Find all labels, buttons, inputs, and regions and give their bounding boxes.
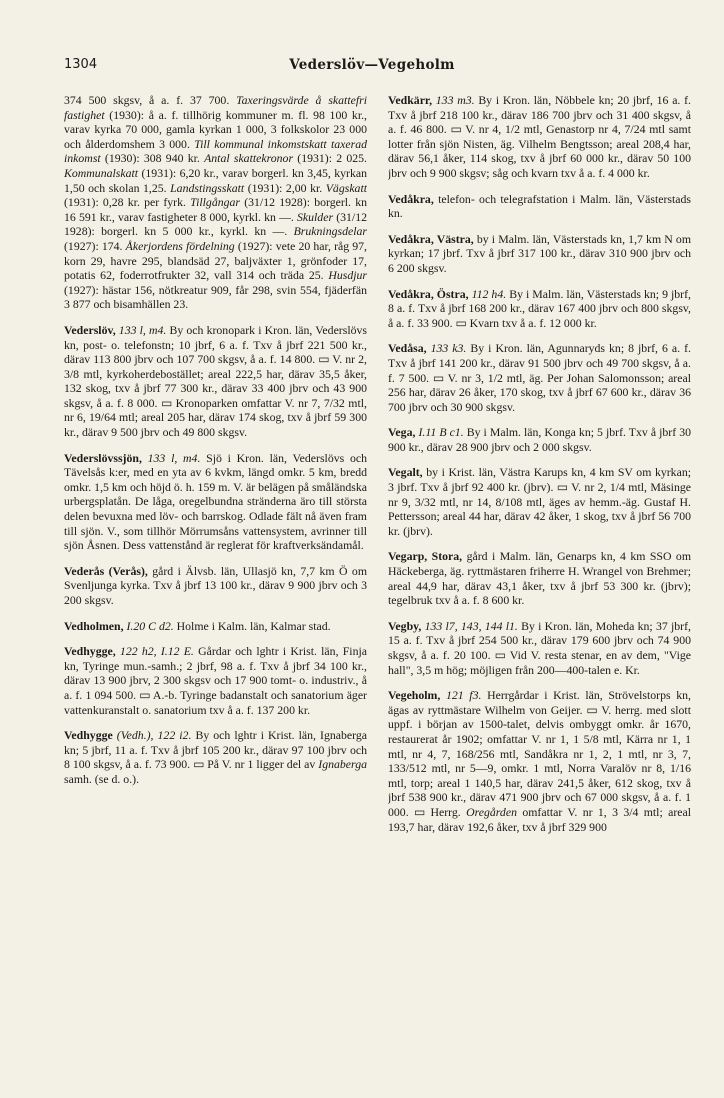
entry-italic-term: Åkerjordens fördelning bbox=[125, 238, 235, 253]
entry-text: by i Krist. län, Västra Karups kn, 4 km SV om kyrkan; 3 jbrf. Txv å jbrf 92 400 kr. (jbrv). ▭ V. nr 2, 1/4 mtl, Mäsinge nr 9, 3/32 mtl, nr 14, 8/108 mtl, äges av hemm.-äg. Gustaf H. Pettersson; areal 44 har, därav 42 åker, 1 skog, txv å jbrf 56 700 kr. (jbrv). bbox=[388, 465, 691, 538]
entry-text: By och kronopark i Kron. län, Vederslövs kn, post- o. telefonstn; 10 jbrf, 6 a. f. Txv å jbrf 221 500 kr., därav 113 800 jbrv och 107 700 skgsv, å a. f. 14 800. ▭ V. nr 2, 3/8 mtl, kyrkoherdebostället; areal 222,5 har, därav 35,5 åker, 132 skog, txv å jbrf 77 300 kr., därav 33 400 jbrv och 43 900 skgsv, å a. f. 8 000. ▭ Kronoparken omfattar V. nr 7, 7/32 mtl, nr 6, 19/64 mtl; areal 205 har, därav 174 skog, txv å jbrf 59 300 kr., därav 9 500 jbrv och 49 800 skgsv. bbox=[64, 322, 367, 440]
entry-text: (31/12 1928): borgerl. kn 16 591 kr., varav fastigheter 8 000, kyrkl. kn —. bbox=[64, 195, 367, 224]
entry-text: (1931): 2,00 kr. bbox=[244, 180, 326, 195]
entry-map-reference: 133 m3. bbox=[432, 93, 475, 107]
entry-map-reference: 133 l, m4. bbox=[141, 450, 201, 465]
entry-italic-term: Skulder bbox=[297, 209, 334, 224]
entry-text: (1931): 2 025. bbox=[293, 151, 367, 166]
entry-headword: Vedholmen, bbox=[64, 618, 124, 633]
entry-text: 374 500 skgsv, å a. f. 37 700. bbox=[64, 93, 237, 107]
entry-text: (1927): hästar 156, nötkreatur 909, får 298, svin 554, fjäderfän 3 877 och bisamhällen 23. bbox=[64, 282, 367, 312]
gazetteer-entry bbox=[64, 451, 367, 553]
gazetteer-entry bbox=[388, 192, 691, 221]
entry-text: (31/12 1928): borgerl. kn 5 000 kr., kyrkl. kn —. bbox=[64, 209, 367, 239]
entry-text: gård i Älvsb. län, Ullasjö kn, 7,7 km Ö om Svenljunga kyrka. Txv å jbrf 13 100 kr., därav 9 900 jbrv och 3 200 skgsv. bbox=[64, 563, 367, 607]
entry-italic-term: Ignaberga bbox=[318, 757, 367, 772]
entry-headword: Vegeholm, bbox=[388, 688, 441, 703]
gazetteer-entry bbox=[64, 644, 367, 717]
entry-text: (1930): å a. f. tillhörig kommuner m. fl. 98 100 kr., varav kyrka 70 000, gamla kyrkan 1 000, 3 folkskolor 23 000 och ålderdomshem 3 000. bbox=[64, 107, 367, 151]
entry-headword: Vedhygge bbox=[64, 728, 113, 743]
entry-italic-term: Kommunalskatt bbox=[64, 165, 139, 180]
entry-text: Sjö i Kron. län, Vederslövs och Tävelsås k:er, med en yta av 6 kvkm, längd omkr. 5 km, bredd omkr. 1,5 km och höjd ö. h. 159 m. V. är belägen på småländska urbergsplatån. De låga, oregelbundna stränderna äro till största delen bevuxna med löv- och barrskog. Odlade fält nå även fram till sjön. V., som tillhör Mörrumsåns vattensystem, avrinner till sjön Åsnen. Dess vattenstånd är reglerat för kraftverksändamål. bbox=[64, 450, 367, 553]
entry-map-reference: (Vedh.), 122 i2. bbox=[112, 728, 192, 743]
entry-map-reference: 122 h2, I.12 E. bbox=[115, 644, 194, 659]
entry-italic-term: Brukningsdelar bbox=[293, 224, 367, 239]
entry-italic-term: Oregården bbox=[466, 804, 517, 819]
entry-text: Herrgårdar i Krist. län, Strövelstorps kn, ägas av ryttmästare Wilhelm von Geijer. ▭ V. herrg. med slott uppf. i början av 1500-talet, delvis ombyggt omkr. år 1670, restaurerat år 1902; omfattar V. nr 1, 1 5/8 mtl, Kärra nr 1, 1 mtl, nr 4, 7, 168/256 mtl, Sandåkra nr 1, 2, 1 mtl, nr 3, 7, 133/512 mtl, nr 5—9, omkr. 1 mtl, Norra Varalöv nr 8, 1/16 mtl, torp; areal 1 140,5 har, därav 241,5 åker, 612 skog, txv å jbrf 538 900 kr., därav 471 900 jbrv och 67 000 skgsv, å a. f. 1 000. ▭ Herrg. bbox=[388, 688, 691, 819]
gazetteer-entry bbox=[64, 93, 367, 312]
gazetteer-entry bbox=[388, 549, 691, 607]
gazetteer-entry bbox=[388, 619, 691, 677]
entry-map-reference: I.11 B c1. bbox=[415, 425, 464, 440]
page-number: 1304 bbox=[64, 57, 98, 72]
entry-italic-term: Taxeringsvärde å skattefri fastighet bbox=[64, 93, 367, 122]
entry-headword: Vederslövssjön, bbox=[64, 450, 142, 465]
left-column bbox=[64, 93, 367, 1083]
entry-text: (1930): 308 940 kr. bbox=[100, 151, 205, 166]
entry-italic-term: Till kommunal inkomstskatt taxerad inkomst bbox=[64, 136, 367, 166]
entry-map-reference: 133 l, m4. bbox=[115, 322, 167, 337]
entry-text: By och lghtr i Krist. län, Ignaberga kn; 5 jbrf, 11 a. f. Txv å jbrf 105 200 kr., därav 97 100 jbrv och 8 100 skgsv, å a. f. 73 900. ▭ På V. nr 1 ligger del av bbox=[64, 728, 367, 772]
gazetteer-entry bbox=[388, 341, 691, 414]
entry-map-reference: 121 f3. bbox=[440, 688, 482, 703]
entry-map-reference: 133 k3. bbox=[426, 341, 467, 356]
gazetteer-entry bbox=[388, 93, 691, 181]
gazetteer-entry bbox=[64, 619, 367, 634]
entry-text: omfattar V. nr 1, 3 3/4 mtl; areal 193,7 har, därav 192,6 åker, txv å jbrf 329 900 bbox=[388, 804, 691, 834]
entry-italic-term: Tillgångar bbox=[190, 195, 240, 210]
entry-headword: Vegby, bbox=[388, 618, 422, 633]
entry-headword: Vedåkra, Östra, bbox=[388, 286, 469, 301]
gazetteer-entry bbox=[388, 688, 691, 834]
entry-headword: Vedåsa, bbox=[388, 341, 427, 356]
entry-text: Gårdar och lghtr i Krist. län, Finja kn, Tyringe mun.-samh.; 2 jbrf, 98 a. f. Txv å jbrf 34 100 kr., därav 13 900 jbrv, 2 300 skgsv och 17 900 tomt- o. industriv., å a. f. 1 094 500. ▭ A.-b. Tyringe badanstalt och sanatorium äger vattenkuranstalt o. sanatorium txv å a. f. 137 200 kr. bbox=[64, 644, 367, 717]
entry-text: By i Kron. län, Moheda kn; 37 jbrf, 15 a. f. Txv å jbrf 254 500 kr., därav 179 600 jbrv och 74 900 skgsv, å a. f. 20 100. ▭ Vid V. resta stenar, en av dem, "Vige hall", 3,5 m hög; möjligen från 200—400-talen e. Kr. bbox=[388, 618, 691, 677]
entry-headword: Vegalt, bbox=[388, 465, 423, 480]
entry-text: by i Malm. län, Västerstads kn, 1,7 km N om kyrkan; 17 jbrf. Txv å jbrf 317 100 kr., därav 310 900 jbrv och 6 200 skgsv. bbox=[388, 231, 691, 275]
gazetteer-entry bbox=[388, 425, 691, 454]
entry-text: (1931): 0,28 kr. per fyrk. bbox=[64, 195, 191, 210]
gazetteer-entry bbox=[388, 465, 691, 538]
gazetteer-entry bbox=[388, 287, 691, 331]
running-head: Vederslöv—Vegeholm bbox=[289, 57, 455, 73]
gazetteer-entry bbox=[64, 564, 367, 608]
entry-italic-term: Vägskatt bbox=[325, 180, 367, 195]
entry-headword: Vedåkra, bbox=[388, 191, 434, 206]
gazetteer-entry bbox=[64, 323, 367, 440]
entry-text: (1927): vete 20 har, råg 97, korn 29, havre 295, blandsäd 27, baljväxter 1, grönfoder 17, potatis 62, foderrotfrukter 32, vall 314 och träda 25. bbox=[64, 238, 367, 283]
entry-text: By i Kron. län, Agunnaryds kn; 8 jbrf, 6 a. f. Txv å jbrf 141 200 kr., därav 91 500 jbrv och 49 700 skgsv, å a. f. 7 500. ▭ V. nr 3, 1/2 mtl, äg. Per Johan Salomonsson; areal 256 har, därav 26 åker, 170 skog, txv å jbrf 67 600 kr., därav 36 700 jbrv och 30 900 skgsv. bbox=[388, 341, 691, 414]
entry-text: gård i Malm. län, Genarps kn, 4 km SSO om Häckeberga, äg. ryttmästaren friherre H. Wrangel von Brehmer; areal 44,9 har, därav 43,1 åker, txv å jbrf 53 300 kr. (jbrv); tegelbruk txv å a. f. 8 600 kr. bbox=[388, 549, 691, 608]
entry-text: By i Malm. län, Västerstads kn; 9 jbrf, 8 a. f. Txv å jbrf 168 200 kr., därav 167 400 jbrv och 800 skgsv, å a. f. 33 900. ▭ Kvarn txv å a. f. 12 000 kr. bbox=[388, 286, 691, 330]
entry-text: By i Kron. län, Nöbbele kn; 20 jbrf, 16 a. f. Txv å jbrf 218 100 kr., därav 186 700 jbrv och 31 400 skgsv, å a. f. 46 800. ▭ V. nr 4, 1/2 mtl, Genastorp nr 4, 7/24 mtl samt lotter från sjön Nisten, äg. Vilhelm Bengtsson; areal 208,4 har, därav 56,1 åker, 114 skog, txv å jbrf 60 000 kr., därav 50 100 jbrv och 9 900 skgsv; såg och kvarn txv å a. f. 4 000 kr. bbox=[388, 93, 691, 180]
entry-italic-term: Landstingsskatt bbox=[170, 180, 245, 195]
entry-map-reference: 133 l7, 143, 144 l1. bbox=[421, 618, 518, 633]
entry-text: telefon- och telegrafstation i Malm. län, Västerstads kn. bbox=[388, 191, 691, 221]
entry-italic-term: Antal skattekronor bbox=[204, 151, 294, 166]
gazetteer-entry bbox=[388, 232, 691, 276]
entry-text: samh. (se d. o.). bbox=[64, 771, 140, 786]
entry-text: (1927): 174. bbox=[64, 238, 126, 253]
entry-headword: Vedhygge, bbox=[64, 644, 116, 659]
entry-headword: Vegarp, Stora, bbox=[388, 549, 463, 564]
entry-text: Holme i Kalm. län, Kalmar stad. bbox=[173, 618, 331, 633]
entry-map-reference: I.20 C d2. bbox=[123, 618, 174, 633]
entry-headword: Vederås (Verås), bbox=[64, 563, 148, 578]
entry-headword: Vedåkra, Västra, bbox=[388, 231, 474, 246]
right-column bbox=[388, 93, 691, 1083]
gazetteer-entry bbox=[64, 728, 367, 786]
entry-map-reference: 112 h4. bbox=[468, 286, 507, 301]
entry-headword: Vederslöv, bbox=[64, 322, 116, 337]
entry-headword: Vega, bbox=[388, 425, 416, 440]
entry-italic-term: Husdjur bbox=[328, 268, 367, 283]
page-header bbox=[64, 57, 680, 79]
entry-text: (1931): 6,20 kr., varav borgerl. kn 3,45, kyrkan 1,50 och skolan 1,25. bbox=[64, 165, 367, 195]
entry-text: By i Malm. län, Konga kn; 5 jbrf. Txv å jbrf 30 900 kr., därav 28 900 jbrv och 2 000 skgsv. bbox=[388, 425, 691, 454]
entry-headword: Vedkärr, bbox=[388, 93, 433, 107]
